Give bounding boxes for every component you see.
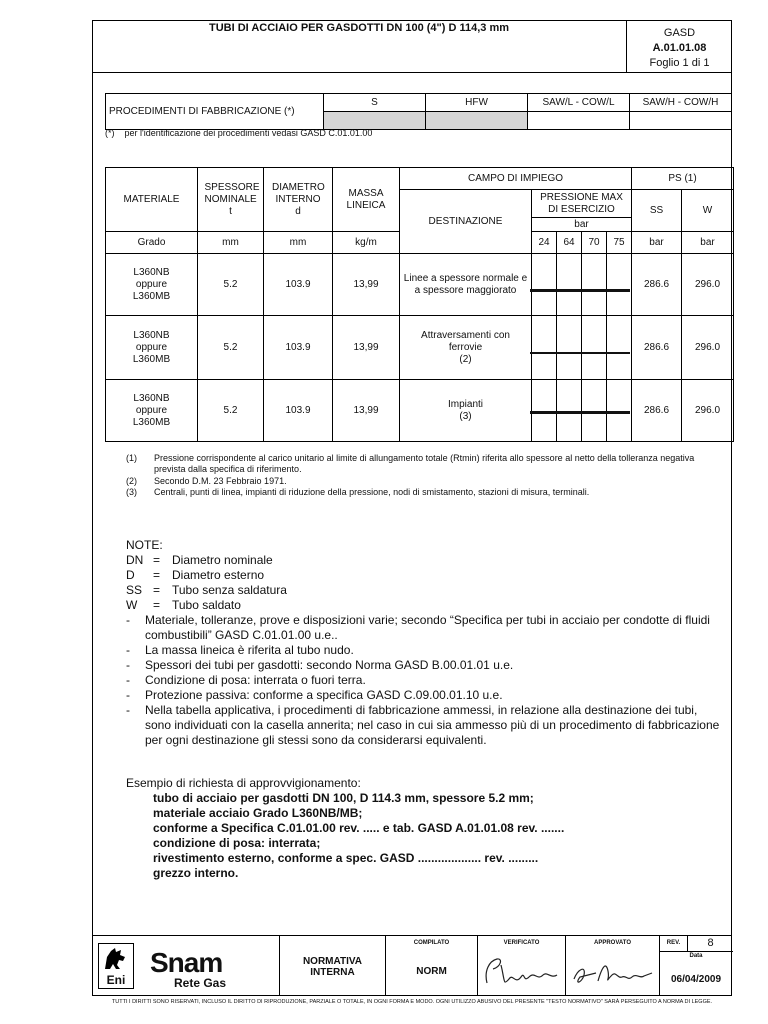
example-intro: Esempio di richiesta di approvvigionamento: xyxy=(126,776,361,790)
process-hfw: HFW xyxy=(426,94,528,112)
row-t: 5.2 xyxy=(198,380,264,442)
col-diametro: DIAMETRO INTERNO d xyxy=(264,168,333,232)
example-line: conforme a Specifica C.01.01.00 rev. ..... e tab. GASD A.01.01.08 rev. ....... xyxy=(153,821,565,835)
footer-block xyxy=(92,935,732,996)
unit-mm-d: mm xyxy=(264,232,333,254)
note-bullet: - Nella tabella applicativa, i procedimenti di fabbricazione ammessi, in relazione alla destinazione dei tubi, sono individuati con la casella annerita; nel caso in cui sia ammesso più di un procedimento di fabbricazione per ogni destinazione gli stessi sono da considerarsi equivalenti. xyxy=(126,703,720,747)
process-s-cell xyxy=(324,112,426,130)
table-row xyxy=(106,380,734,442)
procurement-example xyxy=(126,776,564,881)
row-ss: 286.6 xyxy=(632,316,682,380)
col-spessore: SPESSORE NOMINALE t xyxy=(198,168,264,232)
unit-bar-w: bar xyxy=(682,232,734,254)
p-64: 64 xyxy=(557,232,582,254)
row-grade: L360NB oppure L360MB xyxy=(106,316,198,380)
rev-cell xyxy=(659,936,732,996)
row-dest: Impianti (3) xyxy=(400,380,532,442)
row-grade: L360NB oppure L360MB xyxy=(106,380,198,442)
note-bullet: - Spessori dei tubi per gasdotti: secondo Norma GASD B.00.01.01 u.e. xyxy=(126,658,514,672)
compilato-cell xyxy=(385,936,477,996)
row-d: 103.9 xyxy=(264,254,333,316)
unit-mm-t: mm xyxy=(198,232,264,254)
row-d: 103.9 xyxy=(264,380,333,442)
signature-icon xyxy=(568,951,658,991)
footnote-text: Pressione corrispondente al carico unitario al limite di allungamento totale (Rtmin) riferita allo spessore al netto della tolleranza negativa prevista dalla specifica di riferimento. xyxy=(154,453,695,474)
pressure-unit: bar xyxy=(532,218,632,232)
date-value: 06/04/2009 xyxy=(670,974,722,985)
signature-icon xyxy=(479,951,565,991)
processes-note-mark: (*) xyxy=(105,128,115,138)
eni-text: Eni xyxy=(106,973,126,987)
document-title: TUBI DI ACCIAIO PER GASDOTTI DN 100 (4") D 114,3 mm xyxy=(208,22,510,34)
pressure-bar-3 xyxy=(530,411,630,414)
approvato-label: APPROVATO xyxy=(593,940,631,946)
pressure-bar-2 xyxy=(530,352,630,354)
table-row xyxy=(106,254,734,316)
example-line: grezzo interno. xyxy=(153,866,239,880)
col-ps: PS (1) xyxy=(632,168,734,190)
unit-kgm: kg/m xyxy=(333,232,400,254)
unit-grado: Grado xyxy=(106,232,198,254)
unit-bar-ss: bar xyxy=(632,232,682,254)
application-table xyxy=(105,167,734,442)
processes-label: PROCEDIMENTI DI FABBRICAZIONE (*) xyxy=(106,94,324,130)
footnote-num: (3) xyxy=(126,487,137,497)
date-label: Data xyxy=(689,953,703,959)
footnote-text: Centrali, punti di linea, impianti di riduzione della pressione, nodi di smistamento, stazioni di misura, terminali. xyxy=(154,487,590,497)
definition: D = Diametro esterno xyxy=(126,568,265,582)
footnote-text: Secondo D.M. 23 Febbraio 1971. xyxy=(154,476,287,486)
row-ss: 286.6 xyxy=(632,380,682,442)
row-w: 296.0 xyxy=(682,316,734,380)
process-sawh: SAW/H - COW/H xyxy=(630,94,732,112)
process-hfw-cell xyxy=(426,112,528,130)
col-massa: MASSA LINEICA xyxy=(333,168,400,232)
rev-value: 8 xyxy=(707,937,714,949)
notes-title: NOTE: xyxy=(126,538,163,552)
col-w: W xyxy=(682,190,734,232)
definition: DN = Diametro nominale xyxy=(126,553,273,567)
eni-logo xyxy=(98,943,134,989)
note-bullet: - Materiale, tolleranze, prove e disposizioni varie; secondo “Specifica per tubi in acciaio per condotte di fluidi combustibili” GASD C.01.01.00 u.e.. xyxy=(126,613,710,642)
code-series: GASD xyxy=(663,27,696,39)
row-t: 5.2 xyxy=(198,254,264,316)
row-grade: L360NB oppure L360MB xyxy=(106,254,198,316)
processes-note xyxy=(105,128,372,138)
row-w: 296.0 xyxy=(682,380,734,442)
row-mass: 13,99 xyxy=(333,380,400,442)
col-ss: SS xyxy=(632,190,682,232)
notes-section xyxy=(126,538,720,748)
definition: W = Tubo saldato xyxy=(126,598,241,612)
row-w: 296.0 xyxy=(682,254,734,316)
example-line: tubo di acciaio per gasdotti DN 100, D 114.3 mm, spessore 5.2 mm; xyxy=(153,791,534,805)
normativa-text: NORMATIVA INTERNA xyxy=(302,956,363,978)
retegas-text: Rete Gas xyxy=(174,976,227,990)
row-ss: 286.6 xyxy=(632,254,682,316)
snam-logo: Snam xyxy=(150,947,223,978)
footnote-num: (2) xyxy=(126,476,137,486)
row-mass: 13,99 xyxy=(333,254,400,316)
normativa-cell xyxy=(279,936,385,996)
processes-table xyxy=(105,93,732,130)
p-70: 70 xyxy=(582,232,607,254)
compilato-label: COMPILATO xyxy=(413,940,450,946)
footnote-num: (1) xyxy=(126,453,137,463)
verificato-cell xyxy=(477,936,565,996)
process-sawl-cell xyxy=(528,112,630,130)
p-75: 75 xyxy=(607,232,632,254)
rev-label: REV. xyxy=(660,936,688,952)
document-code xyxy=(627,26,732,71)
dog-icon xyxy=(99,945,132,973)
copyright-notice: TUTTI I DIRITTI SONO RISERVATI, INCLUSO IL DIRITTO DI RIPRODUZIONE, PARZIALE O TOTALE, IN OGNI FORMA E MODO. OGNI UTILIZZO ABUSIVO DEL PRESENTE "TESTO NORMATIVO" SARÀ PERSEGUITO A NORMA DI LEGGE. xyxy=(111,999,713,1005)
process-s: S xyxy=(324,94,426,112)
compilato-value: NORM xyxy=(416,966,447,977)
header-divider xyxy=(92,72,732,73)
process-sawl: SAW/L - COW/L xyxy=(528,94,630,112)
pressure-bar-1 xyxy=(530,289,630,292)
col-destinazione: DESTINAZIONE xyxy=(400,190,532,254)
row-dest: Linee a spessore normale e a spessore maggiorato xyxy=(400,254,532,316)
code-number: A.01.01.08 xyxy=(652,42,707,54)
example-line: materiale acciaio Grado L360NB/MB; xyxy=(153,806,363,820)
row-t: 5.2 xyxy=(198,316,264,380)
row-mass: 13,99 xyxy=(333,316,400,380)
processes-note-text: per l'identificazione dei procedimenti vedasi GASD C.01.01.00 xyxy=(124,128,373,138)
note-bullet: - Condizione di posa: interrata o fuori terra. xyxy=(126,673,366,687)
col-materiale: MATERIALE xyxy=(106,168,198,232)
row-dest: Attraversamenti con ferrovie (2) xyxy=(400,316,532,380)
verificato-label: VERIFICATO xyxy=(503,940,540,946)
example-line: rivestimento esterno, conforme a spec. GASD ................... rev. ......... xyxy=(153,851,539,865)
process-sawh-cell xyxy=(630,112,732,130)
col-pressione: PRESSIONE MAX DI ESERCIZIO xyxy=(532,190,632,218)
sheet-number: Foglio 1 di 1 xyxy=(649,57,710,69)
rev-row xyxy=(660,936,733,952)
p-24: 24 xyxy=(532,232,557,254)
note-bullet: - Protezione passiva: conforme a specifica GASD C.09.00.01.10 u.e. xyxy=(126,688,503,702)
example-line: condizione di posa: interrata; xyxy=(153,836,321,850)
definition: SS = Tubo senza saldatura xyxy=(126,583,287,597)
col-campo: CAMPO DI IMPIEGO xyxy=(400,168,632,190)
approvato-cell xyxy=(565,936,659,996)
row-d: 103.9 xyxy=(264,316,333,380)
note-bullet: - La massa lineica è riferita al tubo nudo. xyxy=(126,643,354,657)
table-row xyxy=(106,316,734,380)
